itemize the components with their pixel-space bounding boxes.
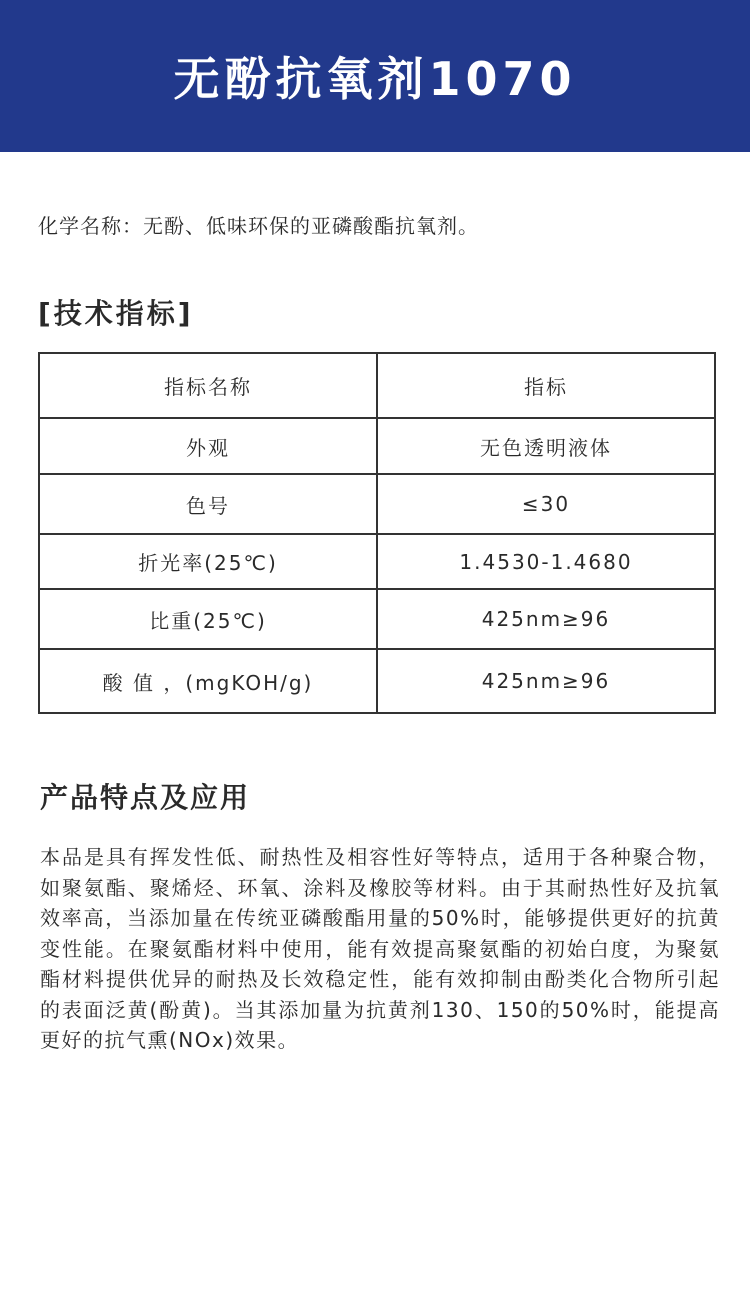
- header-cell-name: 指标名称: [39, 353, 377, 418]
- page-title: 无酚抗氧剂1070: [173, 52, 577, 106]
- spec-name-cell: 外观: [39, 418, 377, 474]
- spec-value-cell: 1.4530-1.4680: [377, 534, 715, 589]
- spec-name-cell: 比重(25℃): [39, 589, 377, 649]
- spec-name-cell: 折光率(25℃): [39, 534, 377, 589]
- spec-name-cell: 酸 值 ，(mgKOH/g): [39, 649, 377, 713]
- header-cell-value: 指标: [377, 353, 715, 418]
- table-row: [39, 534, 715, 589]
- chemical-name: 化学名称：无酚、低味环保的亚磷酸酯抗氧剂。: [38, 214, 479, 238]
- spec-heading: [技术指标]: [38, 297, 194, 330]
- table-row: [39, 589, 715, 649]
- features-body: 本品是具有挥发性低、耐热性及相容性好等特点，适用于各种聚合物，如聚氨酯、聚烯烃、环氧、涂料及橡胶等材料。由于其耐热性好及抗氧效率高，当添加量在传统亚磷酸酯用量的50%时，能够提供更好的抗黄变性能。在聚氨酯材料中使用，能有效提高聚氨酯的初始白度，为聚氨酯材料提供优异的耐热及长效稳定性，能有效抑制由酚类化合物所引起的表面泛黄(酚黄)。当其添加量为抗黄剂130、150的50%时，能提高更好的抗气熏(NOx)效果。: [40, 845, 720, 1052]
- spec-value-cell: 无色透明液体: [377, 418, 715, 474]
- table-row: [39, 474, 715, 534]
- spec-value-cell: ≤30: [377, 474, 715, 534]
- table-header-row: [39, 353, 715, 418]
- spec-value-cell: 425nm≥96: [377, 649, 715, 713]
- features-heading: 产品特点及应用: [40, 781, 251, 814]
- spec-value-cell: 425nm≥96: [377, 589, 715, 649]
- spec-table: [38, 352, 716, 714]
- table-row: [39, 649, 715, 713]
- table-row: [39, 418, 715, 474]
- title-banner: [0, 0, 750, 152]
- spec-name-cell: 色号: [39, 474, 377, 534]
